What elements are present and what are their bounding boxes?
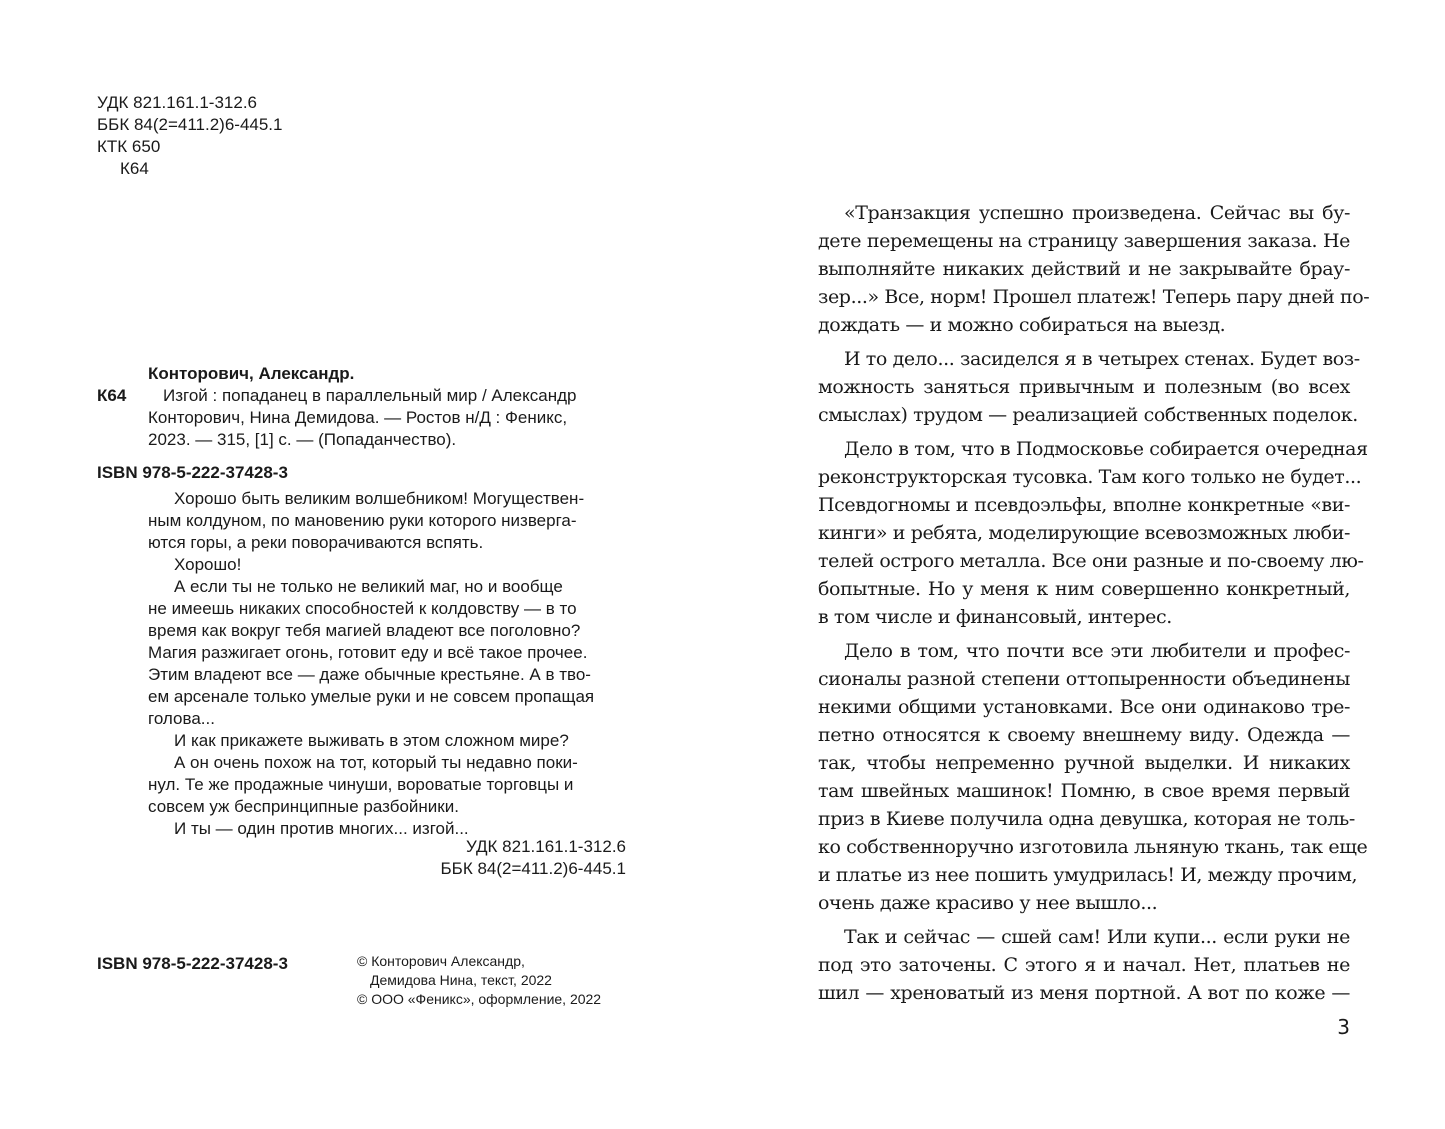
annotation-line: Магия разжигает огонь, готовит еду и всё такое прочее. <box>148 643 588 662</box>
annotation-line: ным колдуном, по мановению руки которого низверга- <box>148 511 577 530</box>
text-line: телей острого металла. Все они разные и по-своему лю- <box>818 550 1364 572</box>
text-line: дете перемещены на страницу завершения заказа. Не <box>818 230 1350 252</box>
page-number: 3 <box>1337 1015 1350 1039</box>
text-line: И то дело... засиделся я в четырех стенах. Будет воз- <box>844 348 1360 370</box>
text-line: очень даже красиво у нее вышло... <box>818 892 1158 914</box>
bbk-code: ББК 84(2=411.2)6-445.1 <box>97 115 283 134</box>
shelf-mark: К64 <box>97 386 127 405</box>
text-line: ко собственноручно изготовила льняную ткань, так еще <box>818 836 1368 858</box>
author-mark: К64 <box>120 159 149 178</box>
left-page <box>0 0 722 1129</box>
udk-code-right: УДК 821.161.1-312.6 <box>465 837 626 856</box>
text-line: Дело в том, что почти все эти любители и профес- <box>844 640 1350 662</box>
body-text <box>818 199 1370 1007</box>
annotation-line: И как прикажете выживать в этом сложном мире? <box>174 731 569 750</box>
biblio-line: Изгой : попаданец в параллельный мир / Александр <box>163 386 577 405</box>
annotation-line: голова... <box>148 709 215 728</box>
annotation-line: А он очень похож на тот, который ты недавно поки- <box>174 753 578 772</box>
bibliographic-description <box>148 385 626 451</box>
annotation-line: И ты — один против многих... изгой... <box>174 819 469 838</box>
text-line: Так и сейчас — сшей сам! Или купи... если руки не <box>844 926 1350 948</box>
text-line: кинги» и ребята, моделирующие всевозможных люби- <box>818 522 1350 544</box>
copyright-line: © Конторович Александр, <box>357 953 525 969</box>
annotation-line: время как вокруг тебя магией владеют все поголовно? <box>148 621 581 640</box>
text-line: так, чтобы непременно ручной выделки. И никаких <box>818 752 1350 774</box>
isbn-bottom: ISBN 978-5-222-37428-3 <box>97 954 288 973</box>
text-line: под это заточены. С этого я и начал. Нет, платьев не <box>818 954 1350 976</box>
copyright-line: Демидова Нина, текст, 2022 <box>370 972 552 988</box>
annotation-line: совсем уж беспринципные разбойники. <box>148 797 459 816</box>
classification-codes-right <box>148 836 626 880</box>
classification-codes <box>97 92 283 180</box>
annotation <box>148 488 628 840</box>
text-line: зер...» Все, норм! Прошел платеж! Теперь пару дней по- <box>818 286 1370 308</box>
text-line: приз в Киеве получила одна девушка, которая не толь- <box>818 808 1355 830</box>
text-line: и платье из нее пошить умудрилась! И, между прочим, <box>818 864 1358 886</box>
text-line: бопытные. Но у меня к ним совершенно конкретный, <box>818 578 1350 600</box>
isbn-label: ISBN 978-5-222-37428-3 <box>97 463 288 482</box>
copyright-notice <box>357 952 601 1009</box>
text-line: Псевдогномы и псевдоэльфы, вполне конкретные «ви- <box>818 494 1350 516</box>
biblio-line: 2023. — 315, [1] с. — (Попаданчество). <box>148 430 457 449</box>
author-heading: Конторович, Александр. <box>148 364 355 383</box>
right-page <box>722 0 1445 1129</box>
annotation-line: Этим владеют все — даже обычные крестьяне. А в тво- <box>148 665 591 684</box>
bbk-code-right: ББК 84(2=411.2)6-445.1 <box>440 859 626 878</box>
text-line: в том числе и финансовый, интерес. <box>818 606 1172 628</box>
text-line: некими общими установками. Все они одинаково тре- <box>818 696 1350 718</box>
text-line: выполняйте никаких действий и не закрывайте брау- <box>818 258 1350 280</box>
text-line: дождать — и можно собираться на выезд. <box>818 314 1226 336</box>
biblio-line: Конторович, Нина Демидова. — Ростов н/Д : Феникс, <box>148 408 568 427</box>
text-line: петно относятся к своему внешнему виду. Одежда — <box>818 724 1350 746</box>
text-line: можность заняться привычным и полезным (во всех <box>818 376 1350 398</box>
ktk-code: КТК 650 <box>97 137 161 156</box>
annotation-line: не имеешь никаких способностей к колдовству — в то <box>148 599 577 618</box>
annotation-line: А если ты не только не великий маг, но и вообще <box>174 577 563 596</box>
annotation-line: ем арсенале только умелые руки и не совсем пропащая <box>148 687 595 706</box>
udk-code: УДК 821.161.1-312.6 <box>97 93 258 112</box>
copyright-line: © ООО «Феникс», оформление, 2022 <box>357 991 602 1007</box>
text-line: реконструкторская тусовка. Там кого только не будет... <box>818 466 1362 488</box>
annotation-line: ются горы, а реки поворачиваются вспять. <box>148 533 484 552</box>
text-line: шил — хреноватый из меня портной. А вот по коже — <box>818 982 1350 1004</box>
text-line: Дело в том, что в Подмосковье собирается очередная <box>844 438 1368 460</box>
annotation-line: Хорошо быть великим волшебником! Могуществен- <box>174 489 585 508</box>
annotation-line: нул. Те же продажные чинуши, вороватые торговцы и <box>148 775 574 794</box>
text-line: сионалы разной степени оттопыренности объединены <box>818 668 1350 690</box>
text-line: смыслах) трудом — реализацией собственных поделок. <box>818 404 1358 426</box>
annotation-line: Хорошо! <box>174 555 242 574</box>
text-line: там швейных машинок! Помню, в свое время первый <box>818 780 1350 802</box>
text-line: «Транзакция успешно произведена. Сейчас вы бу- <box>844 202 1350 224</box>
